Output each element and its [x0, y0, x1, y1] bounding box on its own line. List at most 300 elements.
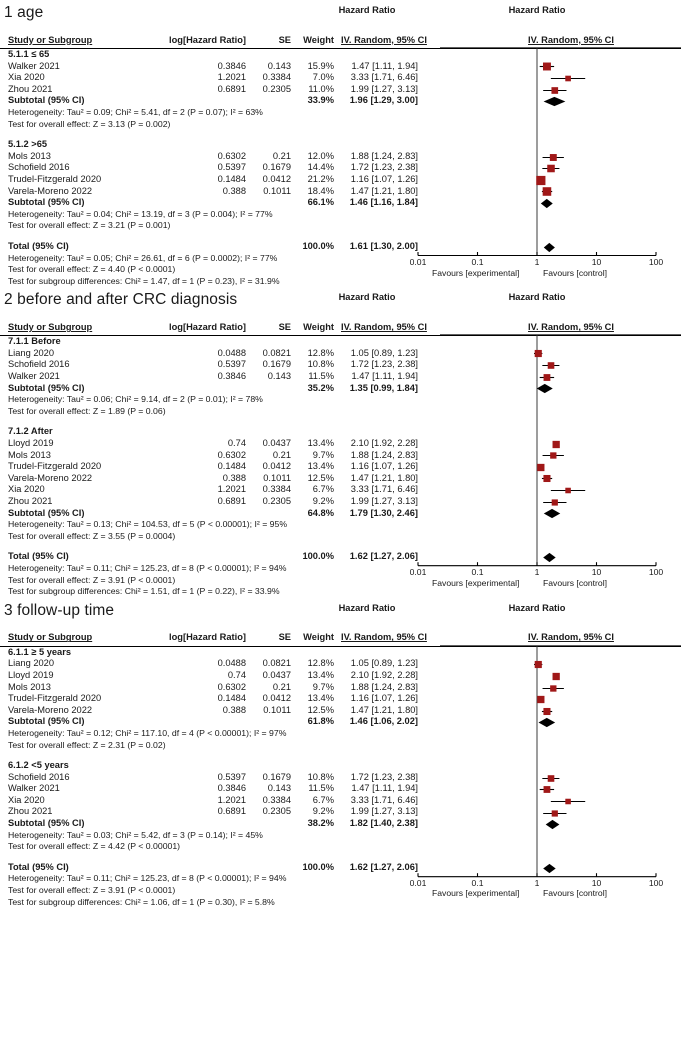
subtotal-log-hr: [152, 508, 252, 520]
panel-header-row: [0, 287, 681, 321]
spacer: [0, 417, 681, 426]
study-name: Schofield 2016: [8, 359, 70, 370]
total-hr-ci: 1.62 [1.27, 2.06]: [349, 861, 418, 872]
col-header-hr-plot: IV. Random, 95% CI: [461, 632, 681, 647]
axis-tick-label: 10: [591, 567, 602, 578]
plot-slot: [461, 359, 681, 371]
subgroup-header-row: [0, 139, 681, 151]
spacer: [0, 542, 681, 551]
plot-slot: [461, 496, 681, 508]
plot-slot: [461, 151, 681, 163]
gap: [436, 772, 461, 784]
study-weight: 11.5%: [308, 783, 334, 794]
study-hr-ci: 1.05 [0.89, 1.23]: [350, 347, 418, 358]
subgroup-label: 5.1.1 ≤ 65: [8, 49, 50, 59]
plot-slot: [461, 162, 681, 174]
plot-slot: [461, 682, 681, 694]
study-log-hr: 0.0488: [217, 347, 246, 358]
total-se: [252, 551, 297, 563]
total-label: Total (95% CI): [8, 861, 69, 872]
study-weight: 15.9%: [307, 60, 334, 71]
plot-slot: [461, 61, 681, 73]
study-row: [0, 84, 681, 96]
total-overall-effect-row: [0, 264, 681, 276]
study-hr-ci: 1.99 [1.27, 3.13]: [350, 806, 418, 817]
subgroup-header-row: [0, 336, 681, 348]
overall-effect-text: Test for overall effect: Z = 2.31 (P = 0.02): [8, 739, 166, 750]
study-name: Lloyd 2019: [8, 438, 54, 449]
plot-slot: [461, 348, 681, 360]
col-header-gap: [436, 632, 461, 647]
study-name: Xia 2020: [8, 484, 45, 495]
total-overall-effect-text: Test for overall effect: Z = 3.91 (P < 0.0001): [8, 885, 176, 896]
study-row: [0, 359, 681, 371]
col-header-log-hr: log[Hazard Ratio]: [152, 632, 252, 647]
table-header-row: [0, 321, 681, 336]
study-hr-ci: 1.88 [1.24, 2.83]: [350, 449, 418, 460]
subtotal-row: [0, 716, 681, 728]
subgroup-label: 6.1.2 <5 years: [8, 760, 69, 771]
study-se: 0.1679: [262, 162, 291, 173]
study-log-hr: 0.3846: [217, 783, 246, 794]
overall-effect-row: [0, 740, 681, 752]
plot-slot: [461, 484, 681, 496]
subtotal-row: [0, 383, 681, 395]
plot-slot: [461, 84, 681, 96]
axis-tick-label: 1: [534, 257, 540, 267]
study-weight: 9.7%: [312, 681, 334, 692]
subtotal-weight: 33.9%: [307, 95, 334, 106]
study-row: [0, 174, 681, 186]
study-hr-ci: 3.33 [1.71, 6.46]: [350, 72, 418, 83]
col-header-hr-table: IV. Random, 95% CI: [341, 632, 436, 647]
total-heterogeneity-row: [0, 873, 681, 885]
study-row: [0, 473, 681, 485]
subtotal-row: [0, 508, 681, 520]
plot-slot: [461, 241, 681, 253]
plot-slot: [461, 705, 681, 717]
study-row: [0, 371, 681, 383]
subtotal-label: Subtotal (95% CI): [8, 507, 85, 518]
total-row: [0, 862, 681, 874]
axis-tick-label: 0.1: [471, 567, 484, 578]
total-heterogeneity-row: [0, 563, 681, 575]
study-row: [0, 461, 681, 473]
study-hr-ci: 1.47 [1.11, 1.94]: [351, 783, 418, 794]
subtotal-label: Subtotal (95% CI): [8, 197, 85, 208]
gap: [436, 551, 461, 563]
study-row: [0, 783, 681, 795]
study-weight: 12.8%: [307, 347, 334, 358]
overall-effect-row: [0, 531, 681, 543]
study-se: 0.21: [272, 681, 291, 692]
plot-slot: [461, 72, 681, 84]
study-hr-ci: 2.10 [1.92, 2.28]: [350, 669, 418, 680]
study-name: Trudel-Fitzgerald 2020: [8, 461, 102, 472]
plot-slot: [461, 438, 681, 450]
results-table: [0, 321, 681, 597]
gap: [436, 450, 461, 462]
plot-slot: [461, 818, 681, 830]
study-se: 0.3384: [262, 484, 291, 495]
study-se: 0.143: [267, 60, 291, 71]
study-log-hr: 0.388: [222, 704, 246, 715]
study-log-hr: 1.2021: [217, 484, 246, 495]
study-name: Lloyd 2019: [8, 669, 54, 680]
plot-slot: [461, 371, 681, 383]
col-header-weight: Weight: [297, 321, 341, 336]
subgroup-header-row: [0, 426, 681, 438]
overall-effect-row: [0, 119, 681, 131]
subtotal-log-hr: [152, 197, 252, 209]
heterogeneity-text: Heterogeneity: Tau² = 0.06; Chi² = 9.14, df = 2 (P = 0.01); I² = 78%: [8, 394, 263, 405]
study-row: [0, 151, 681, 163]
study-weight: 10.8%: [307, 771, 334, 782]
study-se: 0.2305: [262, 496, 291, 506]
favours-experimental-label: Favours [experimental]: [432, 888, 520, 899]
subtotal-hr-ci: 1.35 [0.99, 1.84]: [349, 382, 418, 393]
forest-panel-2: [0, 287, 681, 597]
subtotal-label: Subtotal (95% CI): [8, 818, 85, 829]
study-name: Varela-Moreno 2022: [8, 704, 93, 715]
study-name: Schofield 2016: [8, 162, 70, 173]
plot-slot: [461, 461, 681, 473]
study-log-hr: 0.388: [222, 472, 246, 483]
subgroup-header-row: [0, 49, 681, 61]
study-se: 0.0821: [262, 658, 291, 669]
study-weight: 21.2%: [307, 173, 334, 184]
overall-effect-text: Test for overall effect: Z = 4.42 (P < 0.00001): [8, 841, 181, 852]
subtotal-log-hr: [152, 716, 252, 728]
gap: [436, 795, 461, 807]
total-log-hr: [152, 241, 252, 253]
study-row: [0, 484, 681, 496]
study-hr-ci: 1.16 [1.07, 1.26]: [350, 173, 418, 184]
spacer-row: [0, 853, 681, 862]
study-weight: 13.4%: [307, 461, 334, 472]
spacer-row: [0, 542, 681, 551]
study-hr-ci: 1.16 [1.07, 1.26]: [350, 693, 418, 704]
study-name: Trudel-Fitzgerald 2020: [8, 693, 102, 704]
total-log-hr: [152, 551, 252, 563]
study-row: [0, 162, 681, 174]
heterogeneity-text: Heterogeneity: Tau² = 0.03; Chi² = 5.42, df = 3 (P = 0.14); I² = 45%: [8, 829, 263, 840]
study-log-hr: 0.6891: [217, 83, 246, 94]
col-header-hr-plot: IV. Random, 95% CI: [461, 321, 681, 336]
gap: [436, 383, 461, 395]
plot-slot: [461, 551, 681, 563]
spacer: [0, 751, 681, 760]
table-header-row: [0, 34, 681, 49]
study-name: Mols 2013: [8, 449, 51, 460]
subtotal-se: [252, 95, 297, 107]
hazard-ratio-group-header-table: Hazard Ratio: [338, 5, 396, 15]
subtotal-row: [0, 818, 681, 830]
gap: [436, 484, 461, 496]
study-name: Varela-Moreno 2022: [8, 185, 93, 196]
subgroup-label: 6.1.1 ≥ 5 years: [8, 646, 71, 657]
gap: [436, 461, 461, 473]
study-row: [0, 658, 681, 670]
study-hr-ci: 1.72 [1.23, 2.38]: [350, 162, 418, 173]
heterogeneity-text: Heterogeneity: Tau² = 0.04; Chi² = 13.19, df = 3 (P = 0.004); I² = 77%: [8, 208, 273, 219]
study-log-hr: 0.0488: [217, 658, 246, 669]
overall-effect-row: [0, 220, 681, 232]
study-se: 0.3384: [262, 72, 291, 83]
subgroup-difference-row: [0, 586, 681, 598]
spacer-row: [0, 417, 681, 426]
axis-tick-label: 100: [648, 257, 664, 267]
study-row: [0, 772, 681, 784]
axis-tick-label: 0.01: [409, 257, 427, 267]
gap: [436, 241, 461, 253]
study-se: 0.1679: [262, 359, 291, 370]
study-log-hr: 0.74: [227, 669, 246, 680]
total-label: Total (95% CI): [8, 551, 69, 562]
subtotal-label: Subtotal (95% CI): [8, 95, 85, 106]
study-weight: 11.5%: [308, 371, 334, 382]
study-weight: 12.8%: [307, 658, 334, 669]
study-name: Mols 2013: [8, 150, 51, 161]
spacer-row: [0, 232, 681, 241]
total-log-hr: [152, 862, 252, 874]
study-weight: 13.4%: [307, 693, 334, 704]
total-overall-effect-text: Test for overall effect: Z = 4.40 (P < 0.0001): [8, 264, 176, 275]
gap: [436, 496, 461, 508]
total-heterogeneity-text: Heterogeneity: Tau² = 0.05; Chi² = 26.61, df = 6 (P = 0.0002); I² = 77%: [8, 252, 278, 263]
hazard-ratio-group-header-table: Hazard Ratio: [338, 602, 396, 613]
study-se: 0.1679: [262, 771, 291, 782]
subtotal-weight: 66.1%: [307, 197, 334, 208]
subtotal-weight: 35.2%: [307, 382, 334, 393]
col-header-gap: [436, 34, 461, 49]
panel-header-row: [0, 0, 681, 34]
study-weight: 12.0%: [307, 150, 334, 161]
axis-tick-label: 10: [591, 257, 602, 267]
subgroup-header-row: [0, 646, 681, 658]
study-se: 0.0437: [262, 438, 291, 449]
subgroup-difference-text: Test for subgroup differences: Chi² = 1.51, df = 1 (P = 0.22), I² = 33.9%: [8, 586, 280, 597]
study-weight: 13.4%: [307, 438, 334, 449]
study-se: 0.143: [267, 371, 291, 382]
panel-header-row: [0, 598, 681, 632]
axis-tick-label: 0.1: [471, 257, 484, 267]
overall-effect-row: [0, 841, 681, 853]
total-weight: 100.0%: [302, 240, 334, 251]
axis-tick-label: 0.01: [409, 877, 427, 888]
heterogeneity-text: Heterogeneity: Tau² = 0.12; Chi² = 117.10, df = 4 (P < 0.00001); I² = 97%: [8, 727, 287, 738]
plot-slot: [461, 783, 681, 795]
study-hr-ci: 1.05 [0.89, 1.23]: [350, 658, 418, 669]
plot-slot: [461, 197, 681, 209]
total-se: [252, 862, 297, 874]
study-se: 0.1011: [263, 185, 291, 196]
study-hr-ci: 2.10 [1.92, 2.28]: [350, 438, 418, 449]
plot-slot: [461, 508, 681, 520]
subtotal-se: [252, 818, 297, 830]
table-header-row: [0, 632, 681, 647]
study-se: 0.1011: [263, 704, 291, 715]
study-log-hr: 0.6302: [217, 150, 246, 161]
study-log-hr: 0.3846: [217, 60, 246, 71]
study-row: [0, 496, 681, 508]
study-name: Walker 2021: [8, 60, 60, 71]
study-weight: 18.4%: [307, 185, 334, 196]
gap: [436, 359, 461, 371]
heterogeneity-row: [0, 107, 681, 119]
heterogeneity-row: [0, 394, 681, 406]
study-name: Xia 2020: [8, 72, 45, 83]
study-name: Liang 2020: [8, 658, 55, 669]
study-se: 0.3384: [262, 794, 291, 805]
col-header-log-hr: log[Hazard Ratio]: [152, 321, 252, 336]
col-header-se: SE: [252, 34, 297, 49]
favours-control-label: Favours [control]: [543, 888, 607, 899]
hazard-ratio-group-header-plot: Hazard Ratio: [508, 5, 566, 15]
overall-effect-row: [0, 406, 681, 418]
col-header-se: SE: [252, 632, 297, 647]
study-name: Walker 2021: [8, 783, 60, 794]
study-log-hr: 0.5397: [217, 359, 246, 370]
study-se: 0.143: [267, 783, 291, 794]
study-log-hr: 0.1484: [217, 693, 246, 704]
study-row: [0, 682, 681, 694]
subgroup-difference-text: Test for subgroup differences: Chi² = 1.06, df = 1 (P = 0.30), I² = 5.8%: [8, 896, 275, 907]
col-header-se: SE: [252, 321, 297, 336]
subgroup-label: 7.1.2 After: [8, 426, 53, 437]
study-name: Zhou 2021: [8, 496, 53, 506]
heterogeneity-text: Heterogeneity: Tau² = 0.13; Chi² = 104.53, df = 5 (P < 0.00001); I² = 95%: [8, 519, 288, 530]
panel-title: 3 follow-up time: [4, 601, 115, 619]
study-se: 0.21: [272, 150, 291, 161]
study-row: [0, 348, 681, 360]
subtotal-label: Subtotal (95% CI): [8, 382, 85, 393]
study-weight: 11.0%: [308, 83, 334, 94]
hazard-ratio-group-header-plot: Hazard Ratio: [508, 292, 566, 303]
study-se: 0.0412: [262, 173, 291, 184]
total-hr-ci: 1.62 [1.27, 2.06]: [349, 551, 418, 562]
study-log-hr: 0.6891: [217, 806, 246, 817]
study-hr-ci: 1.47 [1.11, 1.94]: [351, 60, 418, 71]
gap: [436, 818, 461, 830]
study-se: 0.0821: [262, 347, 291, 358]
plot-slot: [461, 795, 681, 807]
total-row: [0, 551, 681, 563]
spacer-row: [0, 751, 681, 760]
study-weight: 6.7%: [312, 484, 334, 495]
study-weight: 6.7%: [312, 794, 334, 805]
study-hr-ci: 1.88 [1.24, 2.83]: [350, 681, 418, 692]
subtotal-row: [0, 197, 681, 209]
subgroup-difference-row: [0, 897, 681, 909]
study-hr-ci: 1.99 [1.27, 3.13]: [350, 83, 418, 94]
gap: [436, 670, 461, 682]
hazard-ratio-group-header-plot: Hazard Ratio: [508, 602, 566, 613]
favours-experimental-label: Favours [experimental]: [432, 577, 520, 588]
gap: [436, 716, 461, 728]
study-name: Xia 2020: [8, 794, 45, 805]
gap: [436, 783, 461, 795]
plot-slot: [461, 806, 681, 818]
col-header-hr-table: IV. Random, 95% CI: [341, 321, 436, 336]
total-label: Total (95% CI): [8, 240, 69, 251]
gap: [436, 162, 461, 174]
study-se: 0.1011: [263, 472, 291, 483]
study-hr-ci: 1.72 [1.23, 2.38]: [350, 771, 418, 782]
total-se: [252, 241, 297, 253]
study-se: 0.21: [272, 449, 291, 460]
study-name: Zhou 2021: [8, 83, 53, 94]
gap: [436, 348, 461, 360]
plot-slot: [461, 95, 681, 107]
study-row: [0, 705, 681, 717]
study-name: Schofield 2016: [8, 771, 70, 782]
total-overall-effect-row: [0, 575, 681, 587]
subgroup-label: 5.1.2 >65: [8, 139, 48, 150]
total-heterogeneity-text: Heterogeneity: Tau² = 0.11; Chi² = 125.23, df = 8 (P < 0.00001); I² = 94%: [8, 873, 287, 884]
col-header-weight: Weight: [297, 34, 341, 49]
plot-slot: [461, 693, 681, 705]
col-header-study: Study or Subgroup: [0, 321, 152, 336]
results-table: [0, 34, 681, 287]
study-name: Zhou 2021: [8, 806, 53, 817]
favours-experimental-label: Favours [experimental]: [432, 267, 520, 278]
gap: [436, 508, 461, 520]
gap: [436, 438, 461, 450]
study-log-hr: 0.74: [227, 438, 246, 449]
plot-slot: [461, 716, 681, 728]
study-se: 0.2305: [262, 806, 291, 817]
subtotal-weight: 61.8%: [307, 716, 334, 727]
axis-tick-label: 1: [534, 567, 540, 578]
study-name: Mols 2013: [8, 681, 51, 692]
favours-control-label: Favours [control]: [543, 267, 607, 278]
total-heterogeneity-text: Heterogeneity: Tau² = 0.11; Chi² = 125.23, df = 8 (P < 0.00001); I² = 94%: [8, 562, 287, 573]
study-hr-ci: 1.47 [1.11, 1.94]: [351, 371, 418, 382]
axis-tick-label: 1: [534, 877, 540, 888]
overall-effect-text: Test for overall effect: Z = 3.21 (P = 0.001): [8, 220, 171, 231]
study-log-hr: 0.1484: [217, 173, 246, 184]
study-log-hr: 0.5397: [217, 771, 246, 782]
plot-slot: [461, 862, 681, 874]
plot-slot: [461, 658, 681, 670]
subtotal-se: [252, 383, 297, 395]
total-overall-effect-row: [0, 885, 681, 897]
study-hr-ci: 1.47 [1.21, 1.80]: [350, 472, 418, 483]
spacer: [0, 130, 681, 139]
subtotal-hr-ci: 1.79 [1.30, 2.46]: [349, 507, 418, 518]
study-se: 0.0412: [262, 693, 291, 704]
results-table: [0, 632, 681, 908]
col-header-gap: [436, 321, 461, 336]
subtotal-log-hr: [152, 383, 252, 395]
study-log-hr: 0.6302: [217, 681, 246, 692]
col-header-study: Study or Subgroup: [0, 632, 152, 647]
overall-effect-text: Test for overall effect: Z = 1.89 (P = 0.06): [8, 405, 166, 416]
gap: [436, 72, 461, 84]
gap: [436, 95, 461, 107]
study-hr-ci: 1.72 [1.23, 2.38]: [350, 359, 418, 370]
gap: [436, 174, 461, 186]
subtotal-weight: 38.2%: [307, 818, 334, 829]
heterogeneity-row: [0, 519, 681, 531]
overall-effect-text: Test for overall effect: Z = 3.55 (P = 0.0004): [8, 530, 176, 541]
plot-slot: [461, 670, 681, 682]
study-log-hr: 0.5397: [217, 162, 246, 173]
plot-slot: [461, 473, 681, 485]
panel-title: 2 before and after CRC diagnosis: [4, 291, 238, 309]
gap: [436, 197, 461, 209]
